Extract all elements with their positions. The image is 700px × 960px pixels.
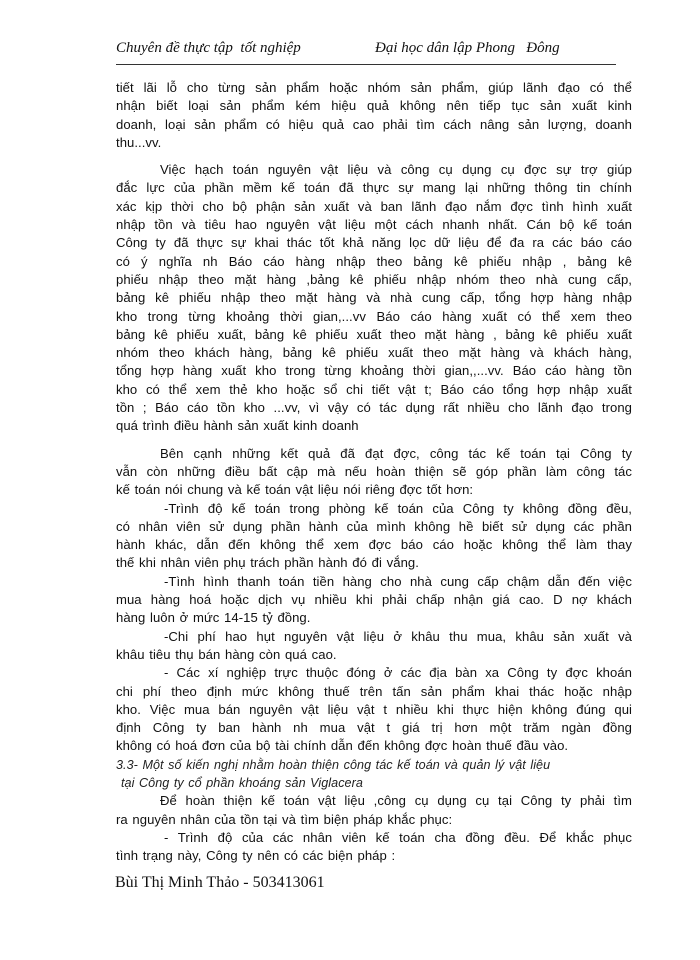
text-line: thu...vv. bbox=[116, 134, 162, 150]
text-line: ra nguyên nhân của tồn tại và tìm biện pháp khắc phục: bbox=[116, 811, 453, 827]
text-line: có ý nghĩa nh Báo cáo hàng nhập theo bảng kê phiếu nhập , bảng kê bbox=[116, 253, 632, 269]
text-line: mua hàng hoá hoặc dịch vụ nhiều khi phải chấp nhận giá cao. D nợ khách bbox=[116, 592, 632, 608]
text-line: hàng luôn ở mức 14-15 tỷ đồng. bbox=[116, 610, 311, 626]
text-line: không có hoá đơn của bộ tài chính dẫn đến không đợc hoàn thuế đầu vào. bbox=[116, 738, 569, 754]
text-line: - Các xí nghiệp trực thuộc đóng ở các địa bàn xa Công ty đợc khoán bbox=[164, 665, 632, 681]
paragraph bbox=[116, 445, 632, 500]
text-line: nhóm theo khách hàng, bảng kê phiếu xuất theo mặt hàng và khách hàng, bbox=[116, 345, 632, 361]
text-line: Việc hạch toán nguyên vật liệu và công cụ dụng cụ đợc sự trợ giúp bbox=[160, 162, 632, 178]
paragraph bbox=[116, 573, 632, 628]
text-line: bảng kê phiếu nhập theo mặt hàng và nhà cung cấp, tổng hợp hàng nhập bbox=[116, 290, 632, 306]
text-line: kế toán nói chung và kế toán vật liệu nói riêng đợc tốt hơn: bbox=[116, 482, 474, 498]
text-line: hành khác, dẫn đến không thể xem đợc báo cáo hoặc không thể làm thay bbox=[116, 537, 632, 553]
text-line: kho trong từng khoảng thời gian,...vv Báo cáo hàng xuất có thể xem theo bbox=[116, 308, 632, 324]
text-line: xác kịp thời cho bộ phận sản xuất và ban lãnh đạo nắm đợc tình hình xuất bbox=[116, 198, 632, 214]
section-heading bbox=[116, 756, 632, 793]
text-line: Để hoàn thiện kế toán vật liệu ,công cụ dụng cụ tại Công ty phải tìm bbox=[160, 793, 632, 809]
paragraph bbox=[116, 829, 632, 866]
paragraph bbox=[116, 664, 632, 755]
text-line: -Tình hình thanh toán tiền hàng cho nhà cung cấp chậm dẫn đến việc bbox=[164, 573, 632, 589]
text-line: nhận biết loại sản phẩm kém hiệu quả không nên tiếp tục sản xuất kinh bbox=[116, 98, 632, 114]
header-course-title: Chuyên đề thực tập tốt nghiệp bbox=[116, 40, 301, 56]
text-line: đắc lực của phần mềm kế toán đã thực sự mang lại những thông tin chính bbox=[116, 180, 632, 196]
text-line: tiết lãi lỗ cho từng sản phẩm hoặc nhóm sản phẩm, giúp lãnh đạo có thể bbox=[116, 80, 632, 95]
text-line: - Trình độ của các nhân viên kế toán cha đồng đều. Để khắc phục bbox=[164, 829, 632, 845]
text-line: định Công ty ban hành nh mua vật t giá trị hơn một trăm ngàn đồng bbox=[116, 720, 632, 736]
text-line: tổng hợp hàng xuất kho trong từng khoảng thời gian,,...vv. Báo cáo hàng tồn bbox=[116, 363, 632, 379]
text-line: -Chi phí hao hụt nguyên vật liệu ở khâu thu mua, khâu sản xuất và bbox=[164, 628, 632, 644]
paragraph bbox=[116, 792, 632, 829]
page-footer-author: Bùi Thị Minh Thảo - 503413061 bbox=[115, 874, 325, 891]
paragraph bbox=[116, 500, 632, 573]
text-line: vẫn còn những điều bất cập mà nếu hoàn thiện sẽ góp phần làm công tác bbox=[116, 463, 632, 479]
text-line: phiếu nhập theo mặt hàng ,bảng kê phiếu nhập nhóm theo nhà cung cấp, bbox=[116, 271, 632, 287]
text-line: nhập tồn và tiêu hao nguyên vật liệu một cách nhanh nhất. Cán bộ kế toán bbox=[116, 217, 632, 233]
text-line: Bên cạnh những kết quả đã đạt đợc, công tác kế toán tại Công ty bbox=[160, 445, 632, 461]
text-line: tồn ; Báo cáo tồn kho ...vv, vì vậy có tác dụng rất nhiều cho lãnh đạo trong bbox=[116, 400, 632, 416]
paragraph bbox=[116, 628, 632, 665]
text-line: bảng kê phiếu xuất, bảng kê phiếu xuất theo mặt hàng , bảng kê phiếu xuất bbox=[116, 326, 632, 342]
text-line: có nhân viên sử dụng phần hành của mình không hề biết sử dụng các phần bbox=[116, 518, 632, 534]
paragraph bbox=[116, 79, 632, 152]
header-university: Đại học dân lập Phong Đông bbox=[375, 40, 560, 56]
document-body bbox=[116, 79, 632, 865]
text-line: doanh, loại sản phẩm có hiệu quả cao phải tìm cách nâng sản lượng, doanh bbox=[116, 116, 632, 132]
text-line: kho có thể xem thẻ kho hoặc sổ chi tiết vật t; Báo cáo tổng hợp nhập xuất bbox=[116, 381, 632, 397]
section-heading-line: tại Công ty cổ phần khoáng sản Viglacera bbox=[121, 775, 363, 790]
text-line: quá trình điều hành sản xuất kinh doanh bbox=[116, 418, 359, 434]
page-header bbox=[116, 38, 616, 65]
text-line: kho. Việc mua bán nguyên vật liệu vật t nhiều khi thực hiện không đúng qui bbox=[116, 701, 632, 717]
text-line: chi phí theo định mức không thuế trên tấn sản phẩm khai thác hoặc nhập bbox=[116, 683, 632, 699]
text-line: -Trình độ kế toán trong phòng kế toán của Công ty không đồng đều, bbox=[164, 500, 632, 516]
text-line: tình trạng này, Công ty nên có các biện pháp : bbox=[116, 848, 396, 864]
section-heading-line: 3.3- Một số kiến nghị nhằm hoàn thiện công tác kế toán và quản lý vật liệu bbox=[116, 757, 551, 772]
text-line: Công ty đã thực sự khai thác tốt khả năng lọc dữ liệu để đa ra các báo cáo bbox=[116, 235, 632, 251]
paragraph bbox=[116, 161, 632, 435]
text-line: thế khi nhân viên phụ trách phần hành đó đi vắng. bbox=[116, 555, 419, 571]
text-line: khâu tiêu thụ bán hàng còn quá cao. bbox=[116, 646, 337, 662]
